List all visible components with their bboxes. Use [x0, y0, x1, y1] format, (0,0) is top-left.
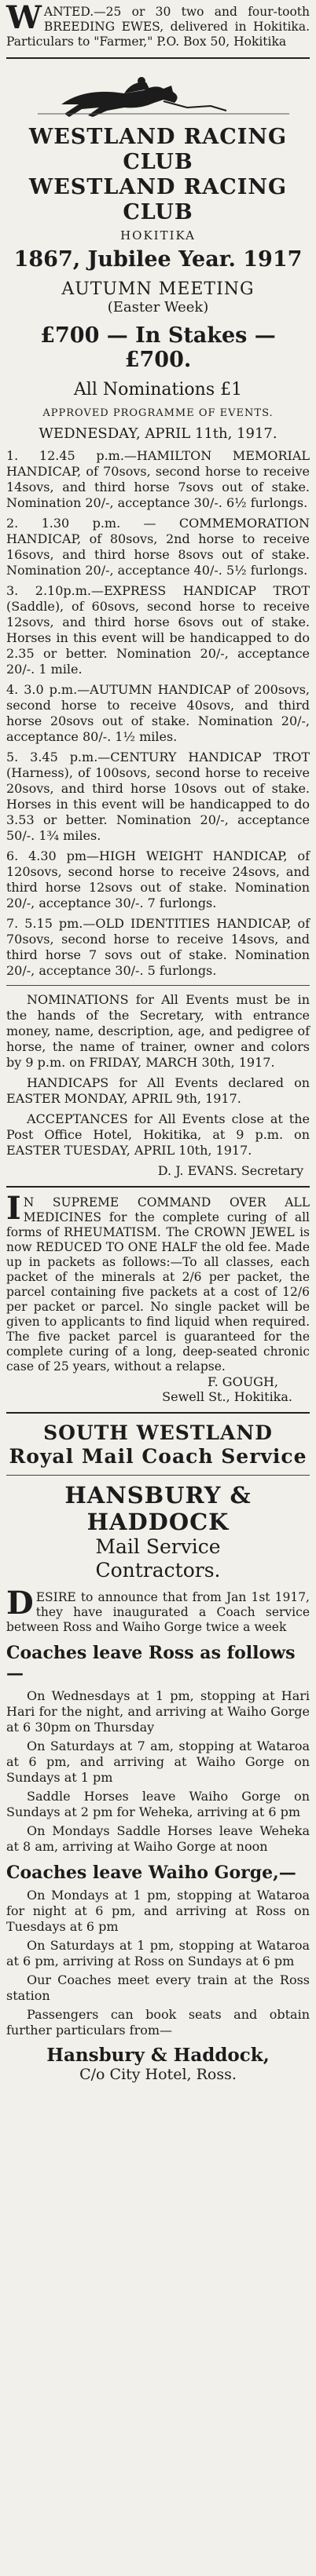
race-item: 1. 12.45 p.m.—HAMILTON MEMORIAL HANDICAP, of 70sovs, second horse to receive 14sovs, and third horse 7sovs out of stake. Nomination 20/-, acceptance 30/-. 6½ furlongs.	[6, 448, 310, 510]
rheumatism-ad-body: N SUPREME COMMAND OVER ALL MEDICINES for the complete curing of all forms of RHEUMATISM. The CROWN JEWEL is now REDUCED TO ONE HALF the old fee. Made up in packets as follows:—To all classes, each packet of the minerals at 2/6 per packet, the parcel containing five packets at a cost of 12/6 per packet or parcel. No single packet will be given to applicants to find liquid when required. The five packet parcel is guaranteed for the complete curing of a long, deep-seated chronic case of 25 years, without a relapse.	[6, 1195, 310, 1374]
coach-intro-body: ESIRE to announce that from Jan 1st 1917, they have inaugurated a Coach service between Ross and Waiho Gorge twice a week	[6, 1590, 310, 1634]
coach-intro	[6, 1585, 310, 1635]
meeting-date: WEDNESDAY, APRIL 11th, 1917.	[39, 425, 277, 442]
newspaper-column	[6, 0, 310, 2576]
farmer-ad-body: ANTED.—25 or 30 two and four-tooth BREEDING EWES, delivered in Hokitika. Particulars to "Farmer," P.O. Box 50, Hokitika	[6, 5, 310, 49]
race-item: 4. 3.0 p.m.—AUTUMN HANDICAP of 200sovs, second horse to receive 40sovs, and third horse 20sovs out of stake. Nomination 20/-, acceptance 80/-. 1½ miles.	[6, 682, 310, 744]
handicaps-note: HANDICAPS for All Events declared on EASTER MONDAY, APRIL 9th, 1917.	[6, 1075, 310, 1106]
race-item: 6. 4.30 pm—HIGH WEIGHT HANDICAP, of 120sovs, second horse to receive 24sovs, and third horse 12sovs out of stake. Nomination 20/-, acceptance 30/-. 7 furlongs.	[6, 848, 310, 910]
racehorse-illustration	[6, 73, 310, 120]
race-item: 7. 5.15 pm.—OLD IDENTITIES HANDICAP, of 70sovs, second horse to receive 14sovs, and third horse 7 sovs out of stake. Nomination 20/-, acceptance 30/-. 5 furlongs.	[6, 916, 310, 978]
advertiser-name: F. GOUGH,	[208, 1374, 278, 1389]
rheumatism-ad-text	[6, 1190, 310, 1374]
schedule-line: On Mondays Saddle Horses leave Weheka at 8 am, arriving at Waiho Gorge at noon	[6, 1823, 310, 1854]
contact-address: C/o City Hotel, Ross.	[79, 2066, 237, 2083]
meeting-title: AUTUMN MEETING	[61, 279, 255, 299]
contractor-sub-1: Mail Service	[95, 1535, 221, 1558]
club-name-2: WESTLAND RACING CLUB	[28, 175, 288, 224]
contact-firm: Hansbury & Haddock,	[46, 2045, 270, 2066]
nominations-fee: All Nominations £1	[73, 380, 243, 400]
jubilee-year: 1867, Jubilee Year. 1917	[13, 247, 303, 272]
advertiser-address: Sewell St., Hokitika.	[162, 1389, 292, 1404]
drop-cap: W	[6, 0, 42, 36]
drop-cap: I	[6, 1190, 21, 1227]
meeting-week: (Easter Week)	[107, 299, 209, 316]
race-item: 5. 3.45 p.m.—CENTURY HANDICAP TROT (Harness), of 100sovs, second horse to receive 20sovs, and third horse 10sovs out of stake. Horses in this event will be handicapped to do 3.53 or better. Nomination 20/-, acceptance 50/-. 1¾ miles.	[6, 750, 310, 843]
divider	[6, 985, 310, 986]
race-item: 3. 2.10p.m.—EXPRESS HANDICAP TROT (Saddle), of 60sovs, second horse to receive 12sovs, and third horse 6sovs out of stake. Horses in this event will be handicapped to do 2.35 or better. Nomination 20/-, acceptance 20/-. 1 mile.	[6, 583, 310, 677]
schedule-line: On Saturdays at 7 am, stopping at Wataroa at 6 pm, and arriving at Waiho Gorge on Sundays at 1 pm	[6, 1739, 310, 1785]
race-list	[6, 448, 310, 979]
schedule-line: Our Coaches meet every train at the Ross station	[6, 1972, 310, 2003]
divider	[6, 1475, 310, 1476]
coach-service-ad	[6, 1421, 310, 2083]
farmer-wanted-ad	[6, 0, 310, 49]
club-town: HOKITIKA	[120, 228, 196, 243]
schedule-line: On Mondays at 1 pm, stopping at Wataroa for night at 6 pm, and arriving at Ross on Tuesdays at 6 pm	[6, 1888, 310, 1934]
stakes-total: £700 — In Stakes — £700.	[40, 323, 276, 372]
contractor-name: HANSBURY & HADDOCK	[64, 1482, 252, 1535]
schedule-line: Saddle Horses leave Waiho Gorge on Sundays at 2 pm for Weheka, arriving at 6 pm	[6, 1789, 310, 1819]
divider	[6, 57, 310, 59]
nominations-note: NOMINATIONS for All Events must be in the hands of the Secretary, with entrance money, name, description, age, and pedigree of horse, the name of trainer, owner and colors by 9 p.m. on FRIDAY, MARCH 30th, 1917.	[6, 992, 310, 1070]
schedule-line: On Wednesdays at 1 pm, stopping at Hari Hari for the night, and arriving at Waiho Gorge at 6 30pm on Thursday	[6, 1688, 310, 1735]
drop-cap: D	[6, 1585, 34, 1622]
acceptances-note: ACCEPTANCES for All Events close at the Post Office Hotel, Hokitika, at 9 p.m. on EASTER TUESDAY, APRIL 10th, 1917.	[6, 1111, 310, 1158]
divider	[6, 1186, 310, 1188]
club-name-1: WESTLAND RACING CLUB	[28, 125, 288, 174]
schedule-line: Passengers can book seats and obtain further particulars from—	[6, 2007, 310, 2038]
divider	[6, 1412, 310, 1414]
schedule-line: On Saturdays at 1 pm, stopping at Wataroa at 6 pm, arriving at Ross on Sundays at 6 pm	[6, 1938, 310, 1968]
programme-heading: APPROVED PROGRAMME OF EVENTS.	[42, 407, 274, 419]
ross-departures-heading: Coaches leave Ross as follows—	[6, 1643, 296, 1684]
race-item: 2. 1.30 p.m. — COMMEMORATION HANDICAP, of 80sovs, 2nd horse to receive 16sovs, and third horse 8sovs out of stake. Nomination 20/-, acceptance 40/-. 5½ furlongs.	[6, 516, 310, 578]
farmer-ad-text	[6, 0, 310, 49]
rheumatism-ad	[6, 1190, 310, 1404]
gorge-departures-heading: Coaches leave Waiho Gorge,—	[6, 1863, 296, 1883]
coach-heading-region: SOUTH WESTLAND	[43, 1421, 273, 1444]
contractor-sub-2: Contractors.	[95, 1559, 221, 1582]
secretary-signature: D. J. EVANS. Secretary	[157, 1163, 303, 1178]
coach-heading-service: Royal Mail Coach Service	[9, 1445, 307, 1468]
